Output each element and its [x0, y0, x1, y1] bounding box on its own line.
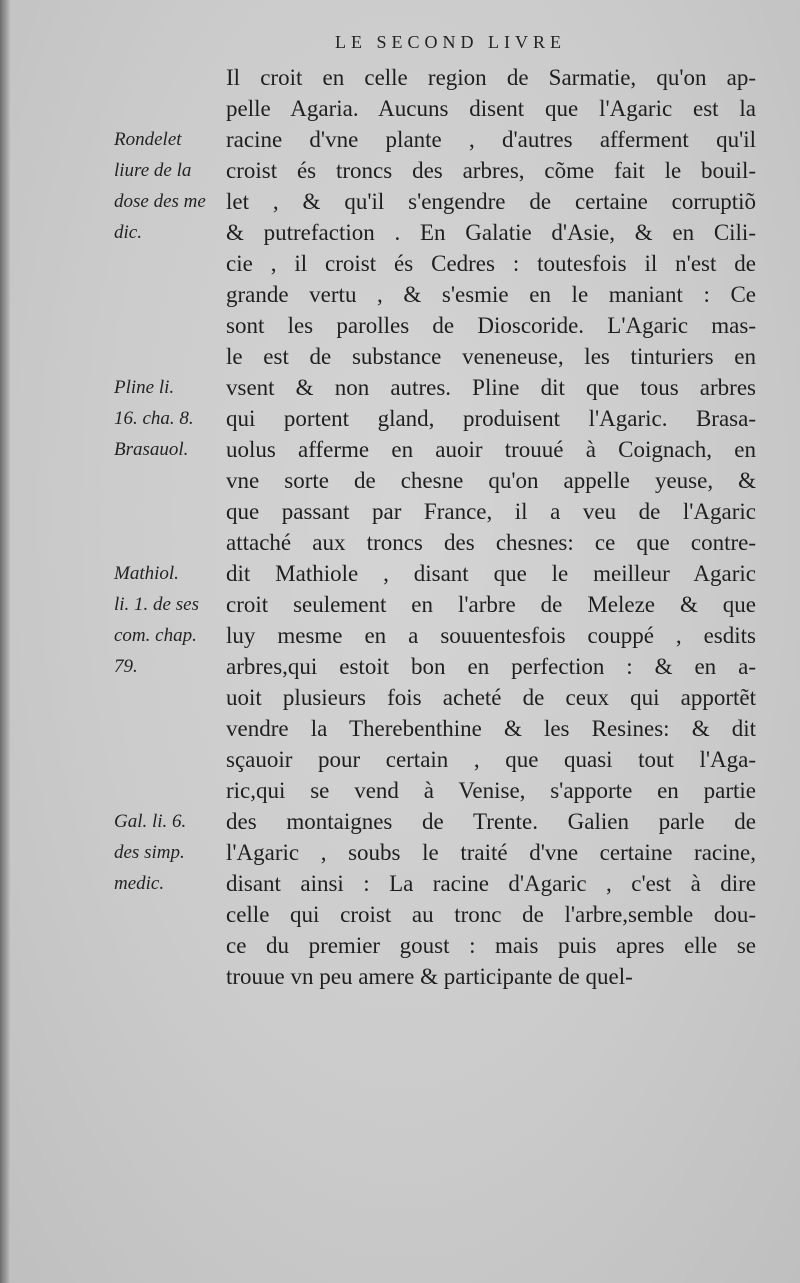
- text-line: que passant par France, il a veu de l'Agaric: [226, 499, 756, 524]
- text-line: des montaignes de Trente. Galien parle de: [226, 809, 756, 834]
- text-line: celle qui croist au tronc de l'arbre,semble dou-: [226, 902, 756, 927]
- text-line: croist és troncs des arbres, cõme fait le bouil-: [226, 158, 756, 183]
- text-line: qui portent gland, produisent l'Agaric. Brasa-: [226, 406, 756, 431]
- text-line: vsent & non autres. Pline dit que tous arbres: [226, 375, 756, 400]
- binding-gutter-shadow: [0, 0, 10, 1283]
- text-line: trouue vn peu amere & participante de quel-: [226, 964, 633, 989]
- body-text: [226, 62, 756, 992]
- text-line: uolus afferme en auoir trouué à Coignach, en: [226, 437, 756, 462]
- text-line: croit seulement en l'arbre de Meleze & que: [226, 592, 756, 617]
- text-line: luy mesme en a souuentesfois couppé , esdits: [226, 623, 756, 648]
- text-line: Il croit en celle region de Sarmatie, qu'on ap-: [226, 65, 756, 90]
- margin-note-line: 16. cha. 8.: [114, 408, 194, 429]
- text-line: let , & qu'il s'engendre de certaine corruptiõ: [226, 189, 756, 214]
- margin-note-line: Brasauol.: [114, 439, 189, 460]
- text-line: le est de substance veneneuse, les tinturiers en: [226, 344, 756, 369]
- text-line: ric,qui se vend à Venise, s'apporte en partie: [226, 778, 756, 803]
- text-line: uoit plusieurs fois acheté de ceux qui apportẽt: [226, 685, 756, 710]
- margin-note-mathiol: [114, 558, 220, 682]
- margin-note-line: Pline li.: [114, 377, 175, 398]
- margin-note-line: Gal. li. 6.: [114, 811, 187, 832]
- text-line: ce du premier goust : mais puis apres elle se: [226, 933, 756, 958]
- text-line: racine d'vne plante , d'autres afferment qu'il: [226, 127, 756, 152]
- margin-note-line: liure de la: [114, 160, 192, 181]
- margin-note-line: dose des me: [114, 191, 206, 212]
- margin-note-line: Mathiol.: [114, 563, 179, 584]
- margin-note-galien: [114, 806, 220, 899]
- text-line: sont les parolles de Dioscoride. L'Agaric mas-: [226, 313, 756, 338]
- margin-note-line: 79.: [114, 656, 138, 677]
- margin-note-line: Rondelet: [114, 129, 182, 150]
- margin-note-pline: [114, 372, 220, 465]
- text-line: cie , il croist és Cedres : toutesfois il n'est de: [226, 251, 756, 276]
- text-line: vendre la Therebenthine & les Resines: & dit: [226, 716, 756, 741]
- text-line: l'Agaric , soubs le traité d'vne certaine racine,: [226, 840, 756, 865]
- margin-note-line: li. 1. de ses: [114, 594, 199, 615]
- text-line: dit Mathiole , disant que le meilleur Agaric: [226, 561, 756, 586]
- text-line: vne sorte de chesne qu'on appelle yeuse, &: [226, 468, 756, 493]
- running-head: LE SECOND LIVRE: [335, 32, 566, 52]
- text-line: disant ainsi : La racine d'Agaric , c'est à dire: [226, 871, 756, 896]
- margin-note-line: dic.: [114, 222, 142, 243]
- margin-note-line: medic.: [114, 873, 165, 894]
- text-line: attaché aux troncs des chesnes: ce que contre-: [226, 530, 756, 555]
- text-line: & putrefaction . En Galatie d'Asie, & en Cili-: [226, 220, 756, 245]
- text-line: pelle Agaria. Aucuns disent que l'Agaric est la: [226, 96, 756, 121]
- margin-note-rondelet: [114, 124, 220, 248]
- text-line: sçauoir pour certain , que quasi tout l'Aga-: [226, 747, 756, 772]
- text-line: arbres,qui estoit bon en perfection : & en a-: [226, 654, 756, 679]
- text-line: grande vertu , & s'esmie en le maniant : Ce: [226, 282, 756, 307]
- margin-note-line: com. chap.: [114, 625, 197, 646]
- margin-note-line: des simp.: [114, 842, 185, 863]
